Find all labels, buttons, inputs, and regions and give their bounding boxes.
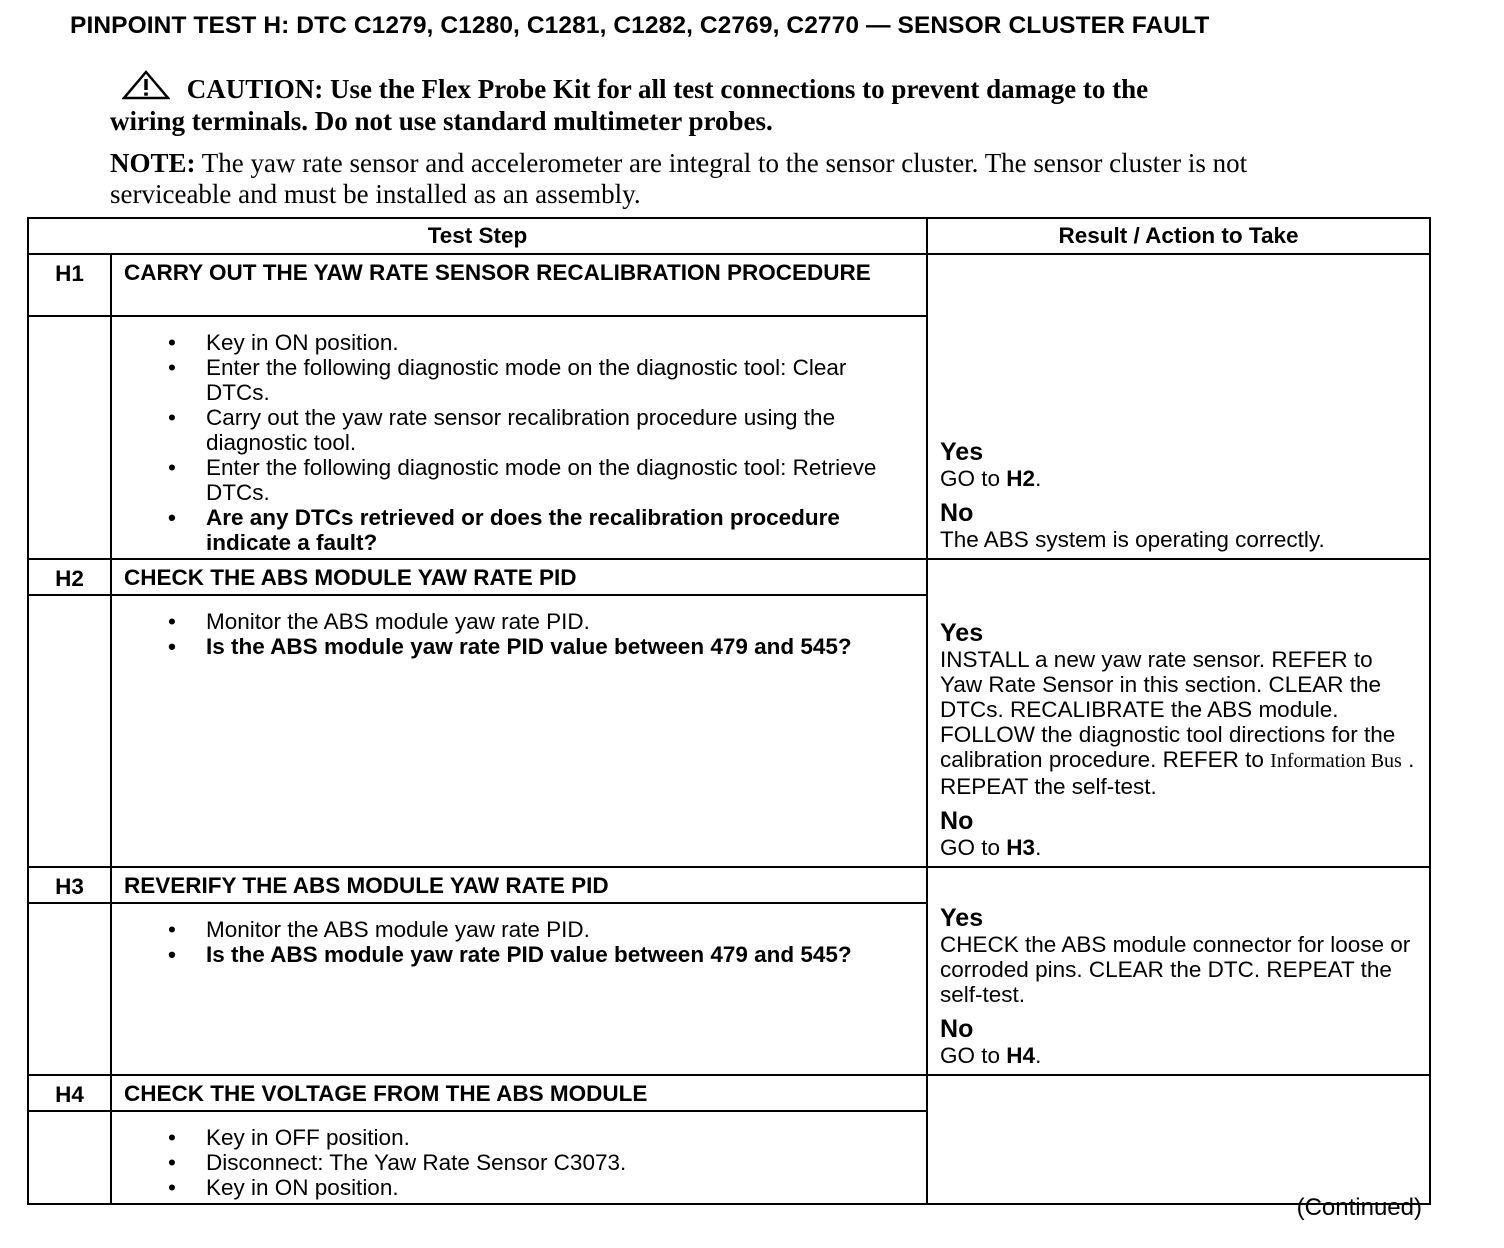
- step-question: • Is the ABS module yaw rate PID value between 479 and 545?: [206, 942, 896, 967]
- step-body: [111, 903, 927, 1075]
- no-action: The ABS system is operating correctly.: [940, 527, 1325, 552]
- yes-label: Yes: [940, 438, 984, 466]
- header-test-step: Test Step: [28, 218, 927, 254]
- list-item: • Monitor the ABS module yaw rate PID.: [206, 917, 896, 942]
- step-id: H1: [28, 254, 111, 316]
- note: [110, 148, 1330, 210]
- header-result: Result / Action to Take: [927, 218, 1430, 254]
- step-question: • Are any DTCs retrieved or does the recalibration procedure indicate a fault?: [206, 505, 896, 555]
- note-label: NOTE:: [110, 148, 196, 178]
- step-body: [111, 595, 927, 867]
- step-question: • Is the ABS module yaw rate PID value between 479 and 545?: [206, 634, 896, 659]
- step-title-row: [28, 254, 1430, 316]
- step-title: CHECK THE ABS MODULE YAW RATE PID: [111, 559, 927, 595]
- step-id: H3: [28, 867, 111, 903]
- warning-triangle-icon: [122, 74, 187, 104]
- step-result: [927, 559, 1430, 867]
- step-id: H2: [28, 559, 111, 595]
- list-item: • Disconnect: The Yaw Rate Sensor C3073.: [206, 1150, 896, 1175]
- list-item: • Enter the following diagnostic mode on the diagnostic tool: Retrieve DTCs.: [206, 455, 896, 505]
- yes-label: Yes: [940, 619, 984, 647]
- step-link[interactable]: H3: [1006, 835, 1036, 860]
- step-title-row: [28, 867, 1430, 903]
- yes-label: Yes: [940, 904, 984, 932]
- step-title: REVERIFY THE ABS MODULE YAW RATE PID: [111, 867, 927, 903]
- step-title-row: [28, 559, 1430, 595]
- no-label: No: [940, 1015, 974, 1043]
- no-action: GO to H4.: [940, 1043, 1042, 1068]
- step-link[interactable]: H4: [1006, 1043, 1036, 1068]
- list-item: • Monitor the ABS module yaw rate PID.: [206, 609, 896, 634]
- list-item: • Key in OFF position.: [206, 1125, 896, 1150]
- step-id: H4: [28, 1075, 111, 1111]
- step-result: [927, 254, 1430, 559]
- list-item: • Key in ON position.: [206, 330, 896, 355]
- no-action: GO to H3.: [940, 835, 1042, 860]
- step-result: [927, 1075, 1430, 1204]
- list-item: • Carry out the yaw rate sensor recalibration procedure using the diagnostic tool.: [206, 405, 896, 455]
- page-title: PINPOINT TEST H: DTC C1279, C1280, C1281, C1282, C2769, C2770 — SENSOR CLUSTER FAULT: [70, 12, 1210, 39]
- caution-text-line1: Use the Flex Probe Kit for all test connections to prevent damage to the: [330, 74, 1149, 104]
- pinpoint-test-table: [27, 217, 1431, 1205]
- step-title-row: [28, 1075, 1430, 1111]
- list-item: • Key in ON position.: [206, 1175, 896, 1200]
- step-body: [111, 1111, 927, 1204]
- step-link[interactable]: H2: [1006, 466, 1036, 491]
- no-label: No: [940, 499, 974, 527]
- no-label: No: [940, 807, 974, 835]
- step-result: [927, 867, 1430, 1075]
- list-item: • Enter the following diagnostic mode on the diagnostic tool: Clear DTCs.: [206, 355, 896, 405]
- step-title: CARRY OUT THE YAW RATE SENSOR RECALIBRATION PROCEDURE: [111, 254, 927, 316]
- note-text: The yaw rate sensor and accelerometer are integral to the sensor cluster. The sensor cluster is not serviceable and must be installed as an assembly.: [110, 148, 1248, 209]
- info-bus-link[interactable]: Information Bus: [1270, 750, 1402, 772]
- caution-notice: [110, 70, 1350, 137]
- caution-text-line2: wiring terminals. Do not use standard multimeter probes.: [110, 106, 773, 136]
- caution-label: CAUTION:: [186, 74, 324, 104]
- step-body: [111, 316, 927, 559]
- continued-label: (Continued): [1296, 1194, 1422, 1221]
- yes-action: GO to H2.: [940, 466, 1042, 491]
- table-header-row: [28, 218, 1430, 254]
- yes-action: INSTALL a new yaw rate sensor. REFER to Yaw Rate Sensor in this section. CLEAR the DTCs. RECALIBRATE the ABS module. FOLLOW the diagnostic tool directions for the calibration procedure. REFER to Information Bus . REPEAT the self-test.: [940, 647, 1415, 799]
- yes-action: CHECK the ABS module connector for loose or corroded pins. CLEAR the DTC. REPEAT the self-test.: [940, 932, 1411, 1007]
- step-title: CHECK THE VOLTAGE FROM THE ABS MODULE: [111, 1075, 927, 1111]
